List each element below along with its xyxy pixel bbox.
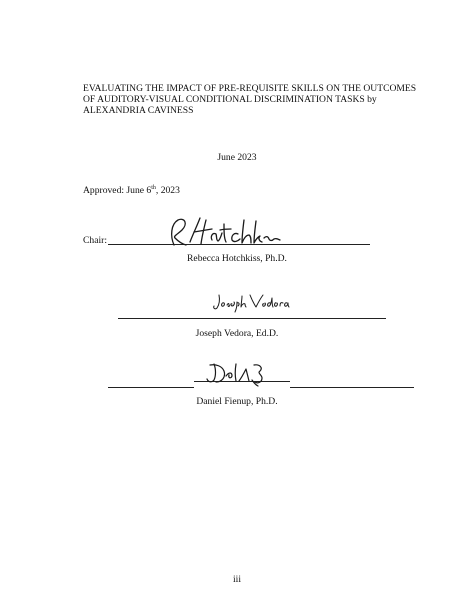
committee-signature-image-2 — [200, 360, 270, 388]
committee-name-1: Joseph Vedora, Ed.D. — [195, 328, 279, 339]
chair-name: Rebecca Hotchkiss, Ph.D. — [187, 253, 287, 264]
committee-signature-line-2a — [108, 387, 194, 388]
title-line-1: EVALUATING THE IMPACT OF PRE-REQUISITE SKILLS ON THE OUTCOMES — [83, 83, 417, 94]
committee-signature-line-2c — [290, 387, 414, 388]
title-line-2: OF AUDITORY-VISUAL CONDITIONAL DISCRIMINATION TASKS by — [83, 94, 377, 106]
document-date: June 2023 — [217, 152, 257, 163]
title-line-3: ALEXANDRIA CAVINESS — [83, 105, 194, 117]
chair-signature-image — [160, 212, 285, 252]
chair-label: Chair: — [83, 235, 107, 246]
approval-date-prefix: Approved: June 6 — [83, 185, 152, 196]
approval-date-suffix: , 2023 — [155, 185, 180, 196]
committee-signature-line-1 — [118, 318, 386, 319]
committee-name-2: Daniel Fienup, Ph.D. — [196, 396, 278, 407]
approval-date-superscript: th — [151, 184, 156, 191]
committee-signature-image-1 — [210, 290, 290, 314]
page-number: iii — [233, 574, 241, 585]
approval-date — [83, 185, 180, 196]
document-title — [83, 83, 417, 117]
